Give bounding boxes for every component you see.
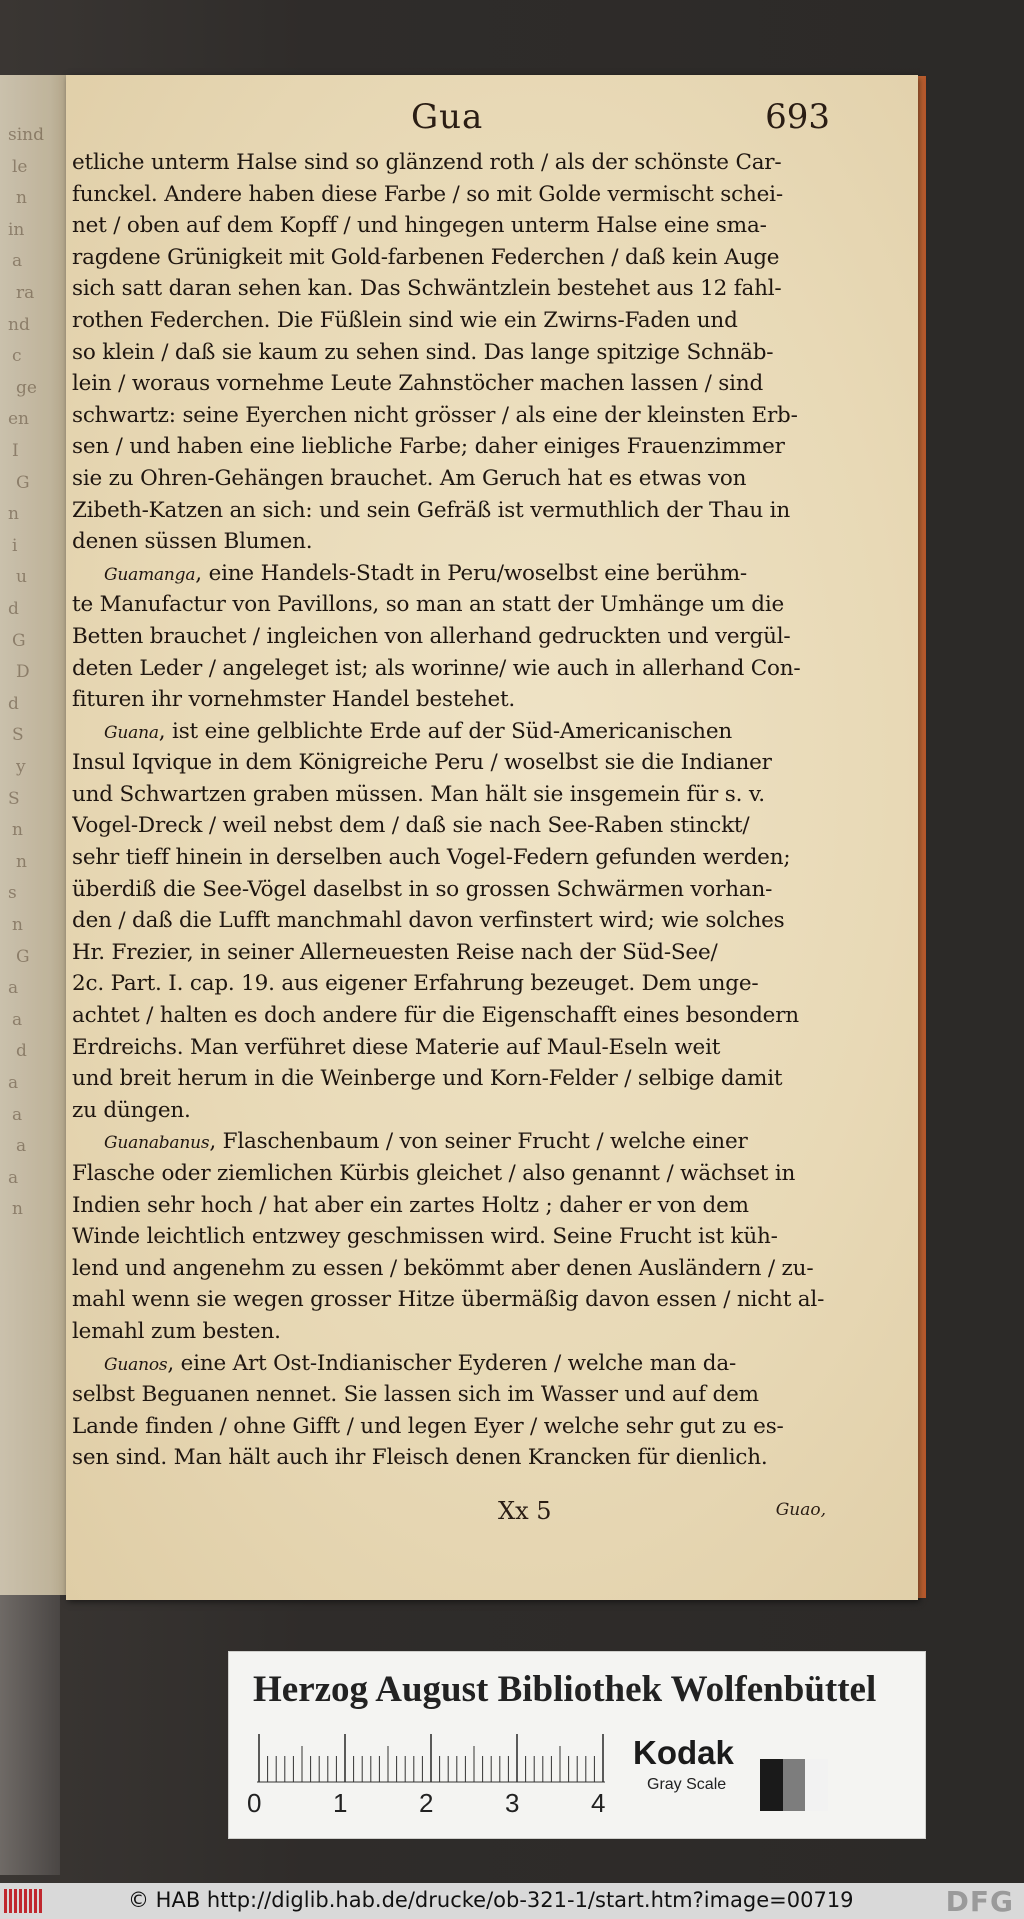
text-line	[72, 368, 832, 400]
line-text: Winde leichtlich entzwey geschmissen wird. Seine Frucht ist küh-	[72, 1224, 778, 1250]
line-text: selbst Beguanen nennet. Sie lassen sich im Wasser und auf dem	[72, 1382, 759, 1408]
line-text: lend und angenehm zu essen / bekömmt aber denen Ausländern / zu-	[72, 1255, 814, 1281]
catchword: Guao,	[775, 1500, 826, 1520]
line-text: deten Leder / angeleget ist; als worinne/ wie auch in allerhand Con-	[72, 655, 801, 681]
line-text: , ist eine gelblichte Erde auf der Süd-Americanischen	[158, 718, 732, 744]
previous-page-ghost-text: a	[8, 978, 19, 999]
text-line	[72, 431, 832, 463]
previous-page-ghost-text: n	[12, 1199, 23, 1220]
line-text: net / oben auf dem Kopff / und hingegen unterm Halse eine sma-	[72, 213, 767, 239]
dfg-logo: DFG	[945, 1885, 1014, 1918]
previous-page-ghost-text: n	[12, 915, 23, 935]
previous-page-ghost-text: G	[16, 472, 30, 493]
previous-page-ghost-text: n	[12, 820, 23, 841]
line-text: ragdene Grünigkeit mit Gold-farbenen Federchen / daß kein Auge	[72, 244, 780, 270]
previous-page-ghost-text: a	[12, 251, 23, 272]
text-line	[72, 1063, 832, 1095]
gray-patch	[783, 1759, 806, 1811]
ruler-label: 0	[247, 1788, 262, 1818]
line-text: Vogel-Dreck / weil nebst dem / daß sie nach See-Raben stinckt/	[72, 813, 750, 839]
text-line	[72, 273, 832, 305]
text-line	[72, 968, 832, 1000]
text-line	[72, 716, 832, 748]
kodak-logo: Kodak	[633, 1734, 734, 1771]
previous-page-ghost-text: a	[12, 1104, 23, 1125]
left-binding-shadow	[0, 1595, 60, 1875]
line-text: fituren ihr vornehmster Handel bestehet.	[72, 687, 516, 713]
text-line	[72, 179, 832, 211]
previous-page-ghost-text: en	[8, 409, 30, 430]
previous-page-ghost-text: nd	[8, 314, 30, 335]
text-line	[72, 1442, 832, 1474]
line-text: sehr tieff hinein in derselben auch Vogel-Federn gefunden werden;	[72, 845, 791, 871]
line-text: rothen Federchen. Die Füßlein sind wie ein Zwirns-Faden und	[72, 307, 738, 333]
text-line	[72, 1411, 832, 1443]
text-line	[72, 210, 832, 242]
previous-page-ghost-text: S	[12, 725, 24, 746]
previous-page-ghost-text: S	[8, 788, 20, 809]
text-line	[72, 463, 832, 495]
color-target-card	[228, 1651, 926, 1839]
entry-headword: Guanos	[104, 1354, 168, 1375]
gray-patch	[805, 1759, 828, 1811]
previous-page-ghost-text: in	[8, 219, 25, 240]
previous-page-ghost-text: a	[16, 1136, 27, 1157]
text-line	[72, 558, 832, 590]
line-text: Indien sehr hoch / hat aber ein zartes Holtz ; daher er von dem	[72, 1192, 749, 1218]
text-line	[72, 400, 832, 432]
previous-page-ghost-text: a	[8, 1167, 19, 1188]
ruler-label: 2	[419, 1788, 434, 1818]
text-line	[72, 1316, 832, 1348]
previous-page-ghost-text: s	[8, 883, 17, 904]
previous-page-ghost-text: a	[12, 1009, 23, 1030]
text-line	[72, 842, 832, 874]
previous-page-ghost-text: ge	[16, 377, 37, 398]
line-text: etliche unterm Halse sind so glänzend roth / als der schönste Car-	[72, 150, 782, 175]
text-line	[72, 905, 832, 937]
measurement-ruler	[257, 1732, 605, 1792]
body-text	[72, 147, 832, 1474]
line-text: achtet / halten es doch andere für die Eigenschafft eines besondern	[72, 1003, 799, 1029]
line-text: Flasche oder ziemlichen Kürbis gleichet / also genannt / wächset in	[72, 1161, 796, 1186]
previous-page-ghost-text: D	[16, 662, 30, 683]
text-line	[72, 684, 832, 716]
previous-page-ghost-text: a	[8, 1073, 19, 1093]
line-text: , eine Handels-Stadt in Peru/woselbst eine berühm-	[195, 560, 747, 586]
line-text: Erdreichs. Man verführet diese Materie auf Maul-Eseln weit	[72, 1034, 721, 1060]
library-name: Herzog August Bibliothek Wolfenbüttel	[253, 1669, 877, 1710]
entry-headword: Guanabanus	[104, 1133, 210, 1154]
text-line	[72, 1032, 832, 1064]
signature-mark: Xx 5	[498, 1497, 552, 1525]
ruler-label: 4	[591, 1788, 606, 1818]
line-text: denen süssen Blumen.	[72, 529, 313, 555]
line-text: Zibeth-Katzen an sich: und sein Gefräß ist vermuthlich der Thau in	[72, 497, 790, 523]
line-text: Hr. Frezier, in seiner Allerneuesten Reise nach der Süd-See/	[72, 939, 718, 965]
previous-page-ghost-text: y	[16, 757, 26, 777]
line-text: den / daß die Lufft manchmahl davon verfinstert wird; wie solches	[72, 908, 785, 934]
text-line	[72, 810, 832, 842]
text-line	[72, 747, 832, 779]
previous-page-ghost-text: n	[8, 504, 19, 525]
text-line	[72, 1126, 832, 1158]
entry-headword: Guamanga	[104, 564, 196, 585]
line-text: , Flaschenbaum / von seiner Frucht / welche einer	[209, 1129, 748, 1155]
text-line	[72, 1095, 832, 1127]
line-text: sen / und haben eine liebliche Farbe; daher einiges Frauenzimmer	[72, 434, 785, 460]
line-text: sich satt daran sehen kan. Das Schwäntzlein bestehet aus 12 fahl-	[72, 276, 782, 302]
previous-page-edge	[0, 75, 72, 1595]
text-line	[72, 1348, 832, 1380]
footer-bar	[0, 1883, 1024, 1919]
text-line	[72, 1253, 832, 1285]
previous-page-ghost-text: sind	[8, 125, 44, 145]
ruler-label: 3	[505, 1788, 520, 1818]
line-text: und breit herum in die Weinberge und Korn-Felder / selbige damit	[72, 1066, 783, 1092]
text-line	[72, 1284, 832, 1316]
previous-page-ghost-text: d	[8, 599, 19, 619]
line-text: so klein / daß sie kaum zu sehen sind. Das lange spitzige Schnäb-	[72, 339, 774, 365]
text-line	[72, 937, 832, 969]
text-line	[72, 1000, 832, 1032]
previous-page-ghost-text: G	[16, 946, 30, 967]
text-line	[72, 653, 832, 685]
previous-page-ghost-text: i	[12, 535, 18, 556]
line-text: Betten brauchet / ingleichen von allerhand gedruckten und vergül-	[72, 623, 791, 649]
text-line	[72, 337, 832, 369]
previous-page-ghost-text: le	[12, 156, 28, 177]
line-text: sen sind. Man hält auch ihr Fleisch denen Krancken für dienlich.	[72, 1445, 768, 1471]
book-page	[66, 75, 918, 1600]
footer-url[interactable]: © HAB http://diglib.hab.de/drucke/ob-321-1/start.htm?image=00719	[128, 1888, 854, 1912]
line-text: , eine Art Ost-Indianischer Eyderen / welche man da-	[167, 1350, 737, 1376]
line-text: überdiß die See-Vögel daselbst in so grossen Schwärmen vorhan-	[72, 876, 773, 902]
page-number: 693	[765, 97, 830, 137]
previous-page-ghost-text: d	[8, 693, 19, 714]
text-line	[72, 1190, 832, 1222]
previous-page-ghost-text: u	[16, 567, 27, 588]
line-text: schwartz: seine Eyerchen nicht grösser / als eine der kleinsten Erb-	[72, 402, 798, 428]
line-text: lein / woraus vornehme Leute Zahnstöcher machen lassen / sind	[72, 371, 764, 397]
running-head: Gua	[411, 97, 484, 137]
hab-logo-icon	[4, 1889, 44, 1913]
line-text: funckel. Andere haben diese Farbe / so mit Golde vermischt schei-	[72, 181, 783, 207]
text-line	[72, 242, 832, 274]
text-line	[72, 495, 832, 527]
gray-scale-label: Gray Scale	[647, 1776, 727, 1793]
previous-page-ghost-text: G	[12, 630, 26, 651]
previous-page-ghost-text: n	[16, 851, 27, 872]
previous-page-ghost-text: ra	[16, 283, 35, 303]
line-text: und Schwartzen graben müssen. Man hält sie insgemein für s. v.	[72, 781, 765, 807]
text-line	[72, 526, 832, 558]
previous-page-ghost-text: d	[16, 1041, 27, 1062]
previous-page-ghost-text: I	[12, 441, 19, 461]
line-text: 2c. Part. I. cap. 19. aus eigener Erfahrung bezeuget. Dem unge-	[72, 971, 759, 997]
line-text: sie zu Ohren-Gehängen brauchet. Am Geruch hat es etwas von	[72, 465, 747, 491]
text-line	[72, 1221, 832, 1253]
previous-page-ghost-text: c	[12, 346, 22, 367]
gray-patch	[760, 1759, 783, 1811]
text-line	[72, 1158, 832, 1190]
text-line	[72, 874, 832, 906]
line-text: lemahl zum besten.	[72, 1318, 281, 1344]
line-text: zu düngen.	[72, 1097, 191, 1123]
text-line	[72, 589, 832, 621]
gray-scale-swatch	[760, 1759, 828, 1811]
entry-headword: Guana	[104, 722, 159, 743]
text-line	[72, 1379, 832, 1411]
text-line	[72, 305, 832, 337]
line-text: Lande finden / ohne Gifft / und legen Eyer / welche sehr gut zu es-	[72, 1413, 784, 1439]
text-line	[72, 779, 832, 811]
ruler-label: 1	[333, 1788, 348, 1818]
line-text: te Manufactur von Pavillons, so man an statt der Umhänge um die	[72, 592, 785, 618]
line-text: Insul Iqvique in dem Königreiche Peru / woselbst sie die Indianer	[72, 750, 772, 776]
line-text: mahl wenn sie wegen grosser Hitze übermäßig davon essen / nicht al-	[72, 1287, 825, 1313]
previous-page-ghost-text: n	[16, 188, 27, 209]
text-line	[72, 147, 832, 179]
text-line	[72, 621, 832, 653]
